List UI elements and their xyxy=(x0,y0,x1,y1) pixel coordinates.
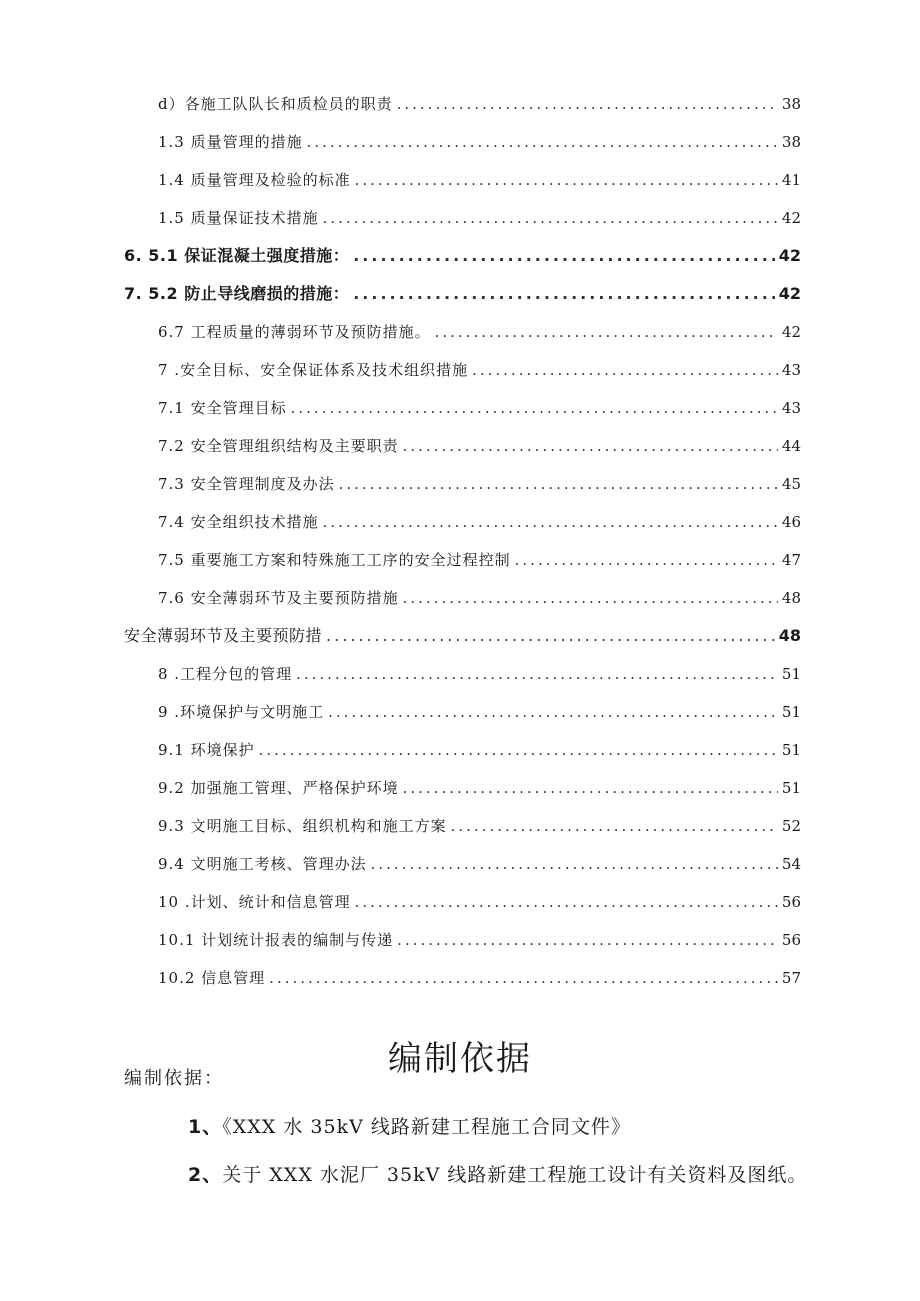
toc-entry-title: 1.3 质量管理的措施 xyxy=(158,133,303,151)
toc-leader xyxy=(355,170,778,190)
toc-entry-title: 9.1 环境保护 xyxy=(158,741,255,759)
toc-page-number: 44 xyxy=(781,437,801,455)
toc-page-number: 57 xyxy=(781,969,801,987)
toc-entry-title: 7.1 安全管理目标 xyxy=(158,399,287,417)
toc-entry[interactable] xyxy=(158,968,801,988)
toc-entry[interactable] xyxy=(158,664,801,684)
toc-entry[interactable] xyxy=(124,246,801,266)
toc-entry-title: 1.5 质量保证技术措施 xyxy=(158,209,319,227)
toc-page-number: 56 xyxy=(781,893,801,911)
toc-leader xyxy=(353,246,775,266)
toc-leader xyxy=(397,930,778,950)
toc-page-number: 48 xyxy=(781,589,801,607)
toc-entry[interactable] xyxy=(158,208,801,228)
toc-page-number: 38 xyxy=(781,95,801,113)
toc-entry[interactable] xyxy=(158,930,801,950)
toc-leader xyxy=(326,626,775,646)
toc-page-number: 41 xyxy=(781,171,801,189)
toc-entry[interactable] xyxy=(158,474,801,494)
toc-entry[interactable] xyxy=(158,588,801,608)
section-title: 编制依据 xyxy=(388,1038,532,1079)
toc-entry-title: 7.2 安全管理组织结构及主要职责 xyxy=(158,437,399,455)
toc-entry[interactable] xyxy=(158,892,801,912)
toc-page-number: 47 xyxy=(781,551,801,569)
toc-entry-title: 10.1 计划统计报表的编制与传递 xyxy=(158,931,394,949)
toc-entry[interactable] xyxy=(158,436,801,456)
toc-entry-title: d）各施工队队长和质检员的职责 xyxy=(158,95,393,113)
toc-leader xyxy=(259,740,778,760)
toc-leader xyxy=(323,512,778,532)
toc-page-number: 38 xyxy=(781,133,801,151)
toc-leader xyxy=(403,436,778,456)
toc-entry-title: 10 .计划、统计和信息管理 xyxy=(158,893,351,911)
toc-entry-title: 9.2 加强施工管理、严格保护环境 xyxy=(158,779,399,797)
toc-entry[interactable] xyxy=(158,512,801,532)
toc-entry[interactable] xyxy=(158,740,801,760)
toc-leader xyxy=(291,398,778,418)
toc-leader xyxy=(472,360,778,380)
toc-page-number: 52 xyxy=(781,817,801,835)
toc-entry-title: 7.3 安全管理制度及办法 xyxy=(158,475,335,493)
toc-page-number: 51 xyxy=(781,703,801,721)
toc-entry[interactable] xyxy=(158,702,801,722)
toc-entry-title: 8 .工程分包的管理 xyxy=(158,665,293,683)
toc-leader xyxy=(451,816,778,836)
toc-page-number: 51 xyxy=(781,741,801,759)
toc-leader xyxy=(355,892,778,912)
toc-leader xyxy=(269,968,778,988)
toc-leader xyxy=(353,284,775,304)
basis-item-text: 关于 XXX 水泥厂 35kV 线路新建工程施工设计有关资料及图纸。 xyxy=(222,1164,808,1186)
toc-entry[interactable] xyxy=(158,132,801,152)
toc-entry-title: 10.2 信息管理 xyxy=(158,969,266,987)
toc-page-number: 51 xyxy=(781,779,801,797)
toc-page-number: 45 xyxy=(781,475,801,493)
toc-entry-title: 7.4 安全组织技术措施 xyxy=(158,513,319,531)
toc-page-number: 48 xyxy=(778,626,801,645)
toc-leader xyxy=(328,702,778,722)
toc-entry-title: 7.6 安全薄弱环节及主要预防措施 xyxy=(158,589,399,607)
toc-entry-title: 7.5 重要施工方案和特殊施工工序的安全过程控制 xyxy=(158,551,511,569)
toc-entry[interactable] xyxy=(158,170,801,190)
basis-item-number: 2、 xyxy=(188,1164,223,1186)
toc-entry[interactable] xyxy=(124,284,801,304)
toc-leader xyxy=(339,474,778,494)
toc-leader xyxy=(403,778,778,798)
toc-entry-title: 1.4 质量管理及检验的标准 xyxy=(158,171,351,189)
toc-page-number: 42 xyxy=(781,323,801,341)
toc-entry[interactable] xyxy=(124,626,801,646)
toc-entry-title: 9.4 文明施工考核、管理办法 xyxy=(158,855,367,873)
toc-page-number: 51 xyxy=(781,665,801,683)
toc-leader xyxy=(296,664,778,684)
toc-leader xyxy=(403,588,778,608)
toc-leader xyxy=(397,94,778,114)
toc-leader xyxy=(515,550,778,570)
toc-leader xyxy=(323,208,778,228)
toc-entry-title: 9.3 文明施工目标、组织机构和施工方案 xyxy=(158,817,447,835)
toc-entry[interactable] xyxy=(158,550,801,570)
toc-entry-title: 9 .环境保护与文明施工 xyxy=(158,703,325,721)
toc-page-number: 43 xyxy=(781,361,801,379)
toc-entry[interactable] xyxy=(158,322,801,342)
toc-page-number: 46 xyxy=(781,513,801,531)
toc-page-number: 54 xyxy=(781,855,801,873)
toc-entry-title: 7 .安全目标、安全保证体系及技术组织措施 xyxy=(158,361,469,379)
basis-item-number: 1、 xyxy=(188,1116,223,1138)
toc-entry[interactable] xyxy=(158,816,801,836)
toc-page-number: 42 xyxy=(778,246,801,265)
toc-entry-title: 7. 5.2 防止导线磨损的措施： xyxy=(124,284,350,303)
toc-entry-title: 6.7 工程质量的薄弱环节及预防措施。 xyxy=(158,323,431,341)
basis-item xyxy=(188,1160,807,1187)
toc-entry-title: 6. 5.1 保证混凝土强度措施： xyxy=(124,246,350,265)
basis-item xyxy=(188,1112,631,1139)
basis-item-text: 《XXX 水 35kV 线路新建工程施工合同文件》 xyxy=(222,1116,631,1138)
toc-leader xyxy=(307,132,778,152)
toc-page-number: 56 xyxy=(781,931,801,949)
basis-label: 编制依据： xyxy=(124,1068,224,1089)
toc-entry[interactable] xyxy=(158,94,801,114)
toc-page-number: 43 xyxy=(781,399,801,417)
toc-leader xyxy=(435,322,778,342)
toc-entry[interactable] xyxy=(158,854,801,874)
toc-entry[interactable] xyxy=(158,778,801,798)
toc-page-number: 42 xyxy=(781,209,801,227)
toc-page-number: 42 xyxy=(778,284,801,303)
toc-entry-title: 安全薄弱环节及主要预防措 xyxy=(124,626,323,645)
toc-leader xyxy=(371,854,778,874)
toc-entry[interactable] xyxy=(158,398,801,418)
toc-entry[interactable] xyxy=(158,360,801,380)
